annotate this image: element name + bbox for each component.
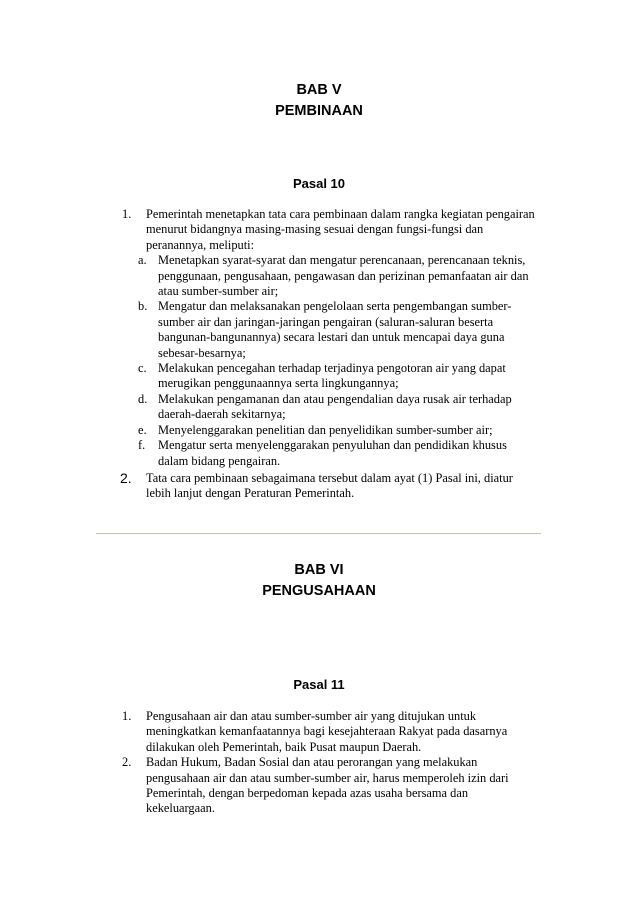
item-number: 1. [122, 207, 132, 221]
sub-item-letter: e. [138, 422, 147, 437]
chapter-title: PENGUSAHAAN [262, 583, 376, 599]
article-title: Pasal 10 [292, 176, 346, 191]
sub-item-letter: c. [138, 361, 147, 376]
sub-list-item [118, 438, 538, 469]
sub-list-item [118, 361, 538, 392]
sub-list-item [118, 299, 538, 361]
item-number: 1. [122, 709, 132, 723]
item-text: Tata cara pembinaan sebagaimana tersebut dalam ayat (1) Pasal ini, diatur lebih lanjut dengan Peraturan Pemerintah. [146, 470, 513, 501]
sub-item-letter: a. [138, 253, 147, 268]
chapter-number: BAB V [296, 82, 342, 98]
article-body [118, 709, 538, 817]
item-number: 2. [122, 755, 132, 770]
sub-item-text: Mengatur dan melaksanakan pengelolaan serta pengembangan sumber-sumber air dan jaringan-jaringan pengairan (saluran-saluran beserta bangunan-bangunannya) secara lestari dan untuk mencapai daya guna sebesar-besarnya; [158, 299, 512, 360]
list-item [118, 709, 538, 755]
page-divider [96, 533, 541, 534]
item-text: Pemerintah menetapkan tata cara pembinaan dalam rangka kegiatan pengairan menurut bidangnya masing-masing sesuai dengan fungsi-fungsi dan peranannya, meliputi: [146, 207, 535, 252]
chapter-heading [0, 560, 638, 602]
sub-list-item [118, 423, 538, 438]
sub-list-item [118, 253, 538, 299]
sub-item-text: Mengatur serta menyelenggarakan penyuluhan dan pendidikan khusus dalam bidang pengairan. [158, 438, 507, 468]
list-item [118, 755, 538, 817]
item-number: 2. [120, 469, 132, 486]
item-text: Pengusahaan air dan atau sumber-sumber air yang ditujukan untuk meningkatkan kemanfaatannya bagi kesejahteraan Rakyat pada dasarnya dilakukan oleh Pemerintah, baik Pusat maupun Daerah. [146, 709, 508, 754]
sub-item-letter: b. [138, 299, 148, 314]
sub-item-text: Menyelenggarakan penelitian dan penyelidikan sumber-sumber air; [158, 422, 493, 437]
article-body [118, 207, 538, 502]
chapter-heading [0, 80, 638, 122]
sub-list-item [118, 392, 538, 423]
article-title: Pasal 11 [293, 677, 345, 692]
item-text: Badan Hukum, Badan Sosial dan atau perorangan yang melakukan pengusahaan air dan atau sumber-sumber air, harus memperoleh izin dari Pemerintah, dengan berpedoman kepada azas usaha bersama dan kekeluargaan. [146, 755, 509, 816]
sub-item-text: Menetapkan syarat-syarat dan mengatur perencanaan, perencanaan teknis, penggunaan, pengusahaan, pengawasan dan perizinan pemanfaatan air dan atau sumber-sumber air; [158, 253, 529, 299]
sub-item-letter: d. [138, 391, 148, 406]
list-item [118, 207, 538, 253]
sub-item-text: Melakukan pencegahan terhadap terjadinya pengotoran air yang dapat merugikan penggunaannya serta lingkungannya; [158, 361, 506, 391]
sub-item-text: Melakukan pengamanan dan atau pengendalian daya rusak air terhadap daerah-daerah sekitarnya; [158, 391, 512, 422]
chapter-number: BAB VI [294, 562, 344, 578]
sub-item-letter: f. [138, 438, 146, 453]
list-item [118, 471, 538, 502]
chapter-title: PEMBINAAN [275, 103, 363, 119]
